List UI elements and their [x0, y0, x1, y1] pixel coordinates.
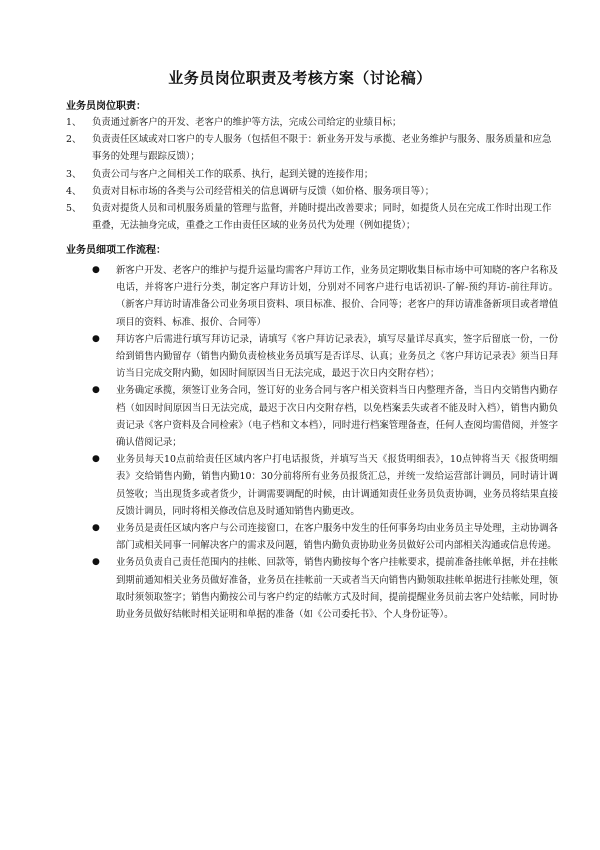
procedure-item — [92, 262, 558, 331]
duty-item — [66, 131, 556, 165]
duty-item — [66, 114, 556, 131]
duty-number: 1、 — [66, 117, 82, 128]
procedures-heading: 业务员细项工作流程： — [66, 245, 166, 256]
procedure-item — [92, 451, 558, 520]
duty-text: 负责对目标市场的各类与公司经营相关的信息调研与反馈（如价格、服务项目等）； — [92, 185, 435, 197]
duties-heading: 业务员岗位职责： — [66, 101, 146, 112]
bullet-icon: ● — [92, 557, 100, 568]
procedure-item — [92, 331, 558, 383]
duty-number: 4、 — [66, 185, 82, 197]
bullet-icon: ● — [92, 385, 100, 396]
procedure-text: 新客户开发、老客户的维护与提升运量均需客户拜访工作，业务员定期收集目标市场中可知晓的客户名称及电话，并将客户进行分类，制定客户拜访计划，分别对不同客户进行电话初识-了解-预约拜访-前往拜访。（新客户拜访时请准备公司业务项目资料、项目标准、报价、合同等；老客户的拜访请准备新项目或者增值项目的资料、标准、报价、合同等） — [116, 265, 558, 328]
duty-text: 负责对提货人员和司机服务质量的管理与监督，并随时提出改善要求；同时，如提货人员在完成工作时出现工作重叠，无法抽身完成，重叠之工作由责任区域的业务员代为处理（例如提货）； — [92, 203, 552, 232]
duty-text: 负责责任区域或对口客户的专人服务（包括但不限于：新业务开发与承揽、老业务维护与服务、服务质量和应急事务的处理与跟踪反馈）； — [92, 134, 552, 163]
procedure-item — [92, 520, 558, 554]
bullet-icon: ● — [92, 454, 100, 465]
duties-list — [66, 114, 556, 234]
bullet-icon: ● — [92, 265, 100, 275]
document-title: 业务员岗位职责及考核方案（讨论稿） — [168, 69, 432, 87]
procedure-item — [92, 554, 558, 623]
duty-item — [66, 200, 556, 234]
bullet-icon: ● — [92, 523, 100, 534]
procedure-text: 业务员是责任区域内客户与公司连接窗口，在客户服务中发生的任何事务均由业务员主导处理，主动协调各部门或相关同事一同解决客户的需求及问题，销售内勤负责协助业务员做好公司内部相关沟通或信息传递。 — [116, 523, 558, 552]
duty-number: 2、 — [66, 134, 82, 146]
procedure-text: 业务确定承揽，须签订业务合同，签订好的业务合同与客户相关资料当日内整理齐备，当日内交销售内勤存档（如因时间原因当日无法完成，最迟于次日内交附存档，以免档案丢失或者不能及时入档），销售内勤负责记录《客户资料及合同检索》（电子档和文本档），同时进行档案管理备查，任何人查阅均需借阅，并签字确认借阅记录； — [116, 385, 558, 449]
procedure-text: 业务员负责自己责任范围内的挂帐、回款等，销售内勤按每个客户挂帐要求，提前准备挂帐单据，并在挂帐到期前通知相关业务员做好准备，业务员在挂帐前一天或者当天向销售内勤领取挂帐单据进行挂帐处理，领取时须领取签字；销售内勤按公司与客户约定的结帐方式及时间，提前提醒业务员前去客户处结帐，同时协助业务员做好结帐时相关证明和单据的准备（如《公司委托书》、个人身份证等）。 — [116, 557, 558, 621]
duty-text: 负责通过新客户的开发、老客户的维护等方法，完成公司给定的业绩目标； — [92, 117, 402, 128]
procedure-text: 业务员每天10点前给责任区域内客户打电话报货，并填写当天《报货明细表》，10点钟将当天《报货明细表》交给销售内勤，销售内勤10：30分前将所有业务员报货汇总，并统一发给运营部计调员，同时请计调员签收；当出现货多或者货少，计调需要调配的时候，由计调通知责任业务员负责协调，业务员将结果直接反馈计调员，同时将相关修改信息及时通知销售内勤更改。 — [116, 454, 558, 517]
duty-item — [66, 183, 556, 200]
procedure-item — [92, 382, 558, 451]
procedure-text: 拜访客户后需进行填写拜访记录，请填写《客户拜访记录表》，填写尽量详尽真实，签字后留底一份，一份给到销售内勤留存（销售内勤负责检核业务员填写是否详尽、认真；业务员之《客户拜访记录表》须当日拜访当日完成交附内勤，如因时间原因当日无法完成，最迟于次日内交附存档）； — [116, 333, 558, 380]
procedures-list — [92, 262, 558, 623]
bullet-icon: ● — [92, 333, 100, 344]
duty-text: 负责公司与客户之间相关工作的联系、执行，起到关键的连接作用； — [92, 168, 374, 180]
duty-number: 5、 — [66, 203, 82, 215]
duty-item — [66, 166, 556, 183]
duty-number: 3、 — [66, 168, 82, 180]
